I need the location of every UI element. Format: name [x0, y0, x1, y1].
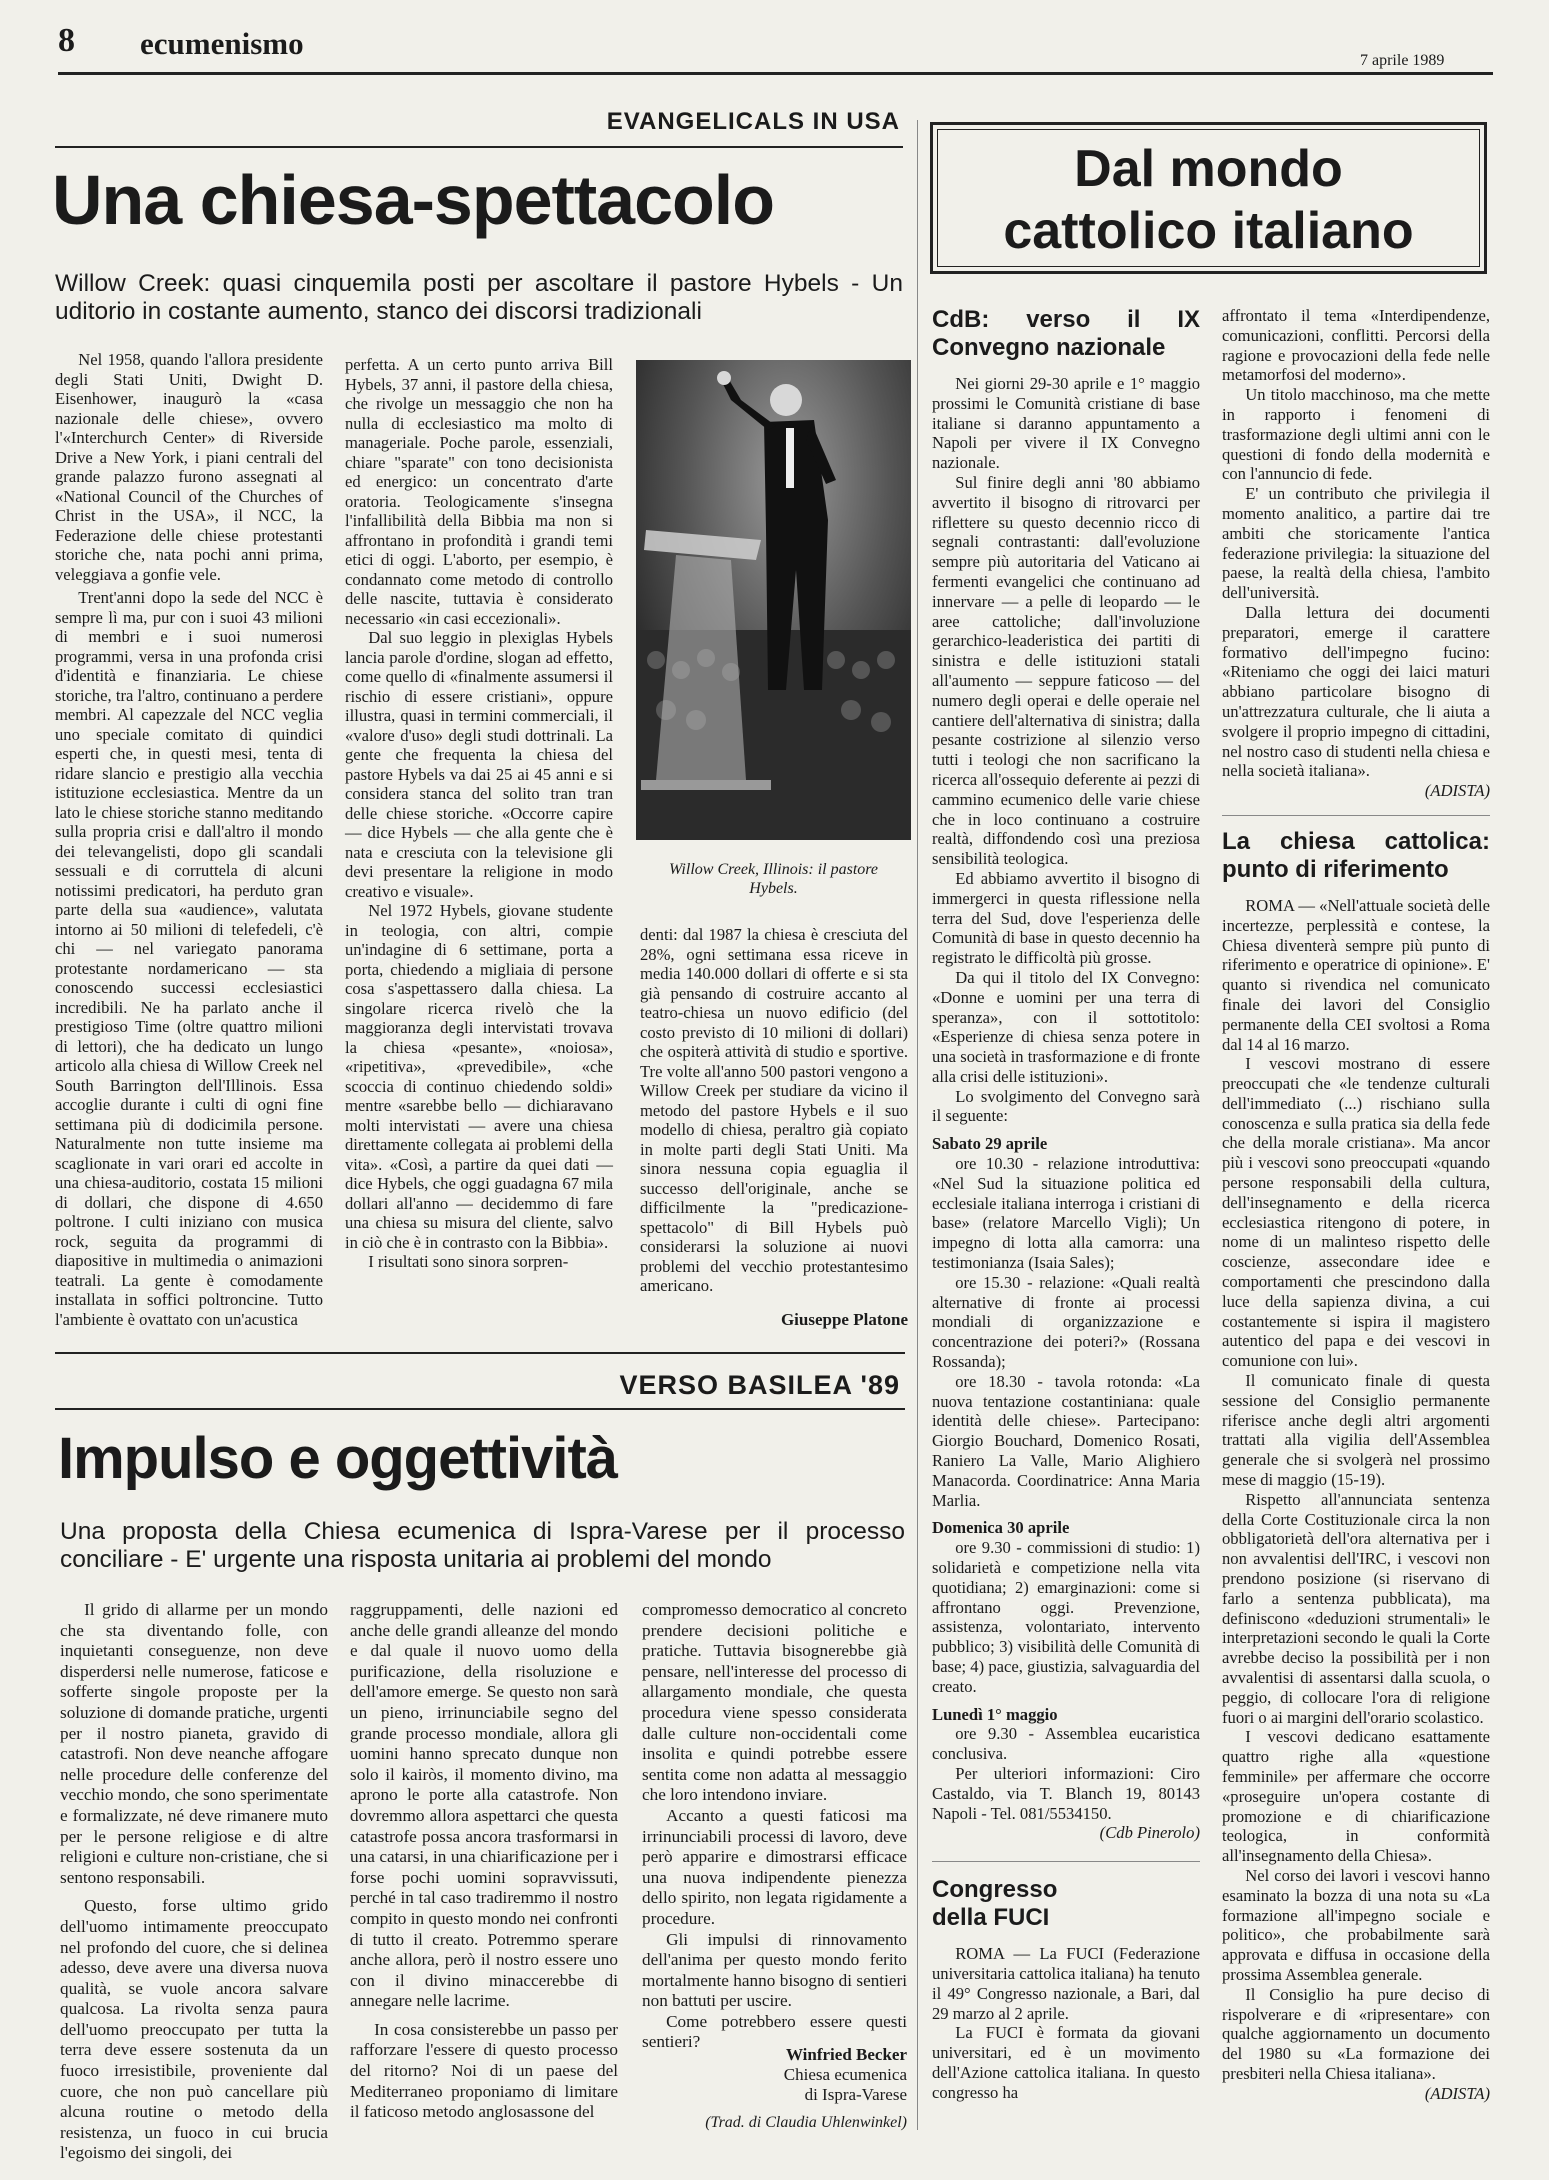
lunedi-label: Lunedì 1° maggio: [932, 1704, 1058, 1724]
paragraph: ore 10.30 - relazione introduttiva: «Nel Sud la situazione politica ed ecclesiale italiana interroga i cristiani di base» (relatore Marcello Vigli); Un impegno di lotta alla camorra: una testimonianza (Isaia Sales);: [932, 1154, 1200, 1273]
article2-title: Impulso e oggettività: [58, 1426, 618, 1491]
paragraph: Nel 1958, quando l'allora presidente degli Stati Uniti, Dwight D. Eisenhower, inaugurò la «casa nazionale delle chiese», ovvero l'«Interchurch Center» di Riverside Drive a New York, i piani centrali del grande palazzo furono assegnati al «National Council of the Churches of Christ in the USA», il NCC, la Federazione delle chiese protestanti storiche che, nata pochi anni prima, veleggiava a gonfie vele.: [55, 350, 323, 584]
paragraph: I risultati sono sinora sorpren-: [368, 1252, 569, 1271]
cdb-signature: (Cdb Pinerolo): [1099, 1823, 1200, 1843]
page-number: 8: [58, 22, 75, 59]
paragraph: Dalla lettura dei documenti preparatori, emerge il carattere formativo dell'impegno fucino: «Riteniamo che oggi dei laici maturi abbiano particolare bisogno di un'attrezzatura culturale, che li aiuta a svolgere il proprio impegno di cittadini, nel nostro caso di studenti nella chiesa e nella società italiana».: [1222, 602, 1490, 781]
article-divider: [55, 1352, 905, 1354]
article1-signature: Giuseppe Platone: [780, 1310, 908, 1329]
cdb-title: CdB: verso il IX Convegno nazionale: [932, 306, 1200, 361]
photo-illustration: [636, 360, 911, 840]
sidebar-right-column: [1222, 306, 1490, 2104]
paragraph: Nel 1972 Hybels, giovane studente in teologia, con altri, compie un'indagine di 6 settimane, porta a porta, chiedendo a migliaia di persone cosa s'aspettassero dalla chiesa. La singolare ricerca rivelò che la maggioranza degli intervistati trovava la chiesa «pesante», «noiosa», «ripetitiva», «prevedibile», «che scoccia di continuo chiedendo soldi» mentre «sarebbe bello — dichiaravano molti intervistati — avere una chiesa direttamente collegata ai problemi della vita». «Così, a partire da quei dati — dice Hybels, che oggi guadagna 67 mila dollari all'anno — decidemmo di fare una chiesa su misura del cliente, salvo in ciò che è in contrasto con la Bibbia».: [345, 901, 613, 1252]
paragraph: Nel corso dei lavori i vescovi hanno esaminato la bozza di una nota su «La formazione all'impegno sociale e politico», che probabilmente sarà approvata e diffusa in occasione della prossima Assemblea generale.: [1222, 1865, 1490, 1984]
fuci-rule: [932, 1861, 1200, 1862]
article1-column-1: [55, 350, 323, 1329]
article1-kicker: EVANGELICALS IN USA: [606, 108, 900, 135]
issue-date: 7 aprile 1989: [1360, 52, 1445, 69]
paragraph: ROMA — La FUCI (Federazione universitaria cattolica italiana) ha tenuto il 49° Congresso nazionale, a Bari, dal 29 marzo al 2 aprile.: [932, 1944, 1200, 2023]
paragraph: raggruppamenti, delle nazioni ed anche delle grandi alleanze del mondo e dal quale il nuovo uomo della purificazione, della risoluzione e dell'amore emerge. Se questo non sarà un pieno, irrinunciabile segno del grande processo mondiale, allora gli uomini hanno sprecato dunque non solo il kairòs, il momento divino, ma aprono le porte alla catastrofe. Non dovremmo allora aspettarci che questa catastrofe possa ancora trasformarsi in una catarsi, in una chiarificazione per i forse pochi uomini sopravvissuti, perché in tal caso tradiremmo il nostro compito in questo mondo nei confronti di tutto il creato. Potremmo sperare anche allora, però il nostro essere uno con il divino minaccerebbe di annegare nelle lacrime.: [350, 1600, 618, 2011]
sidebar-divider: [917, 120, 918, 2130]
article2-subtitle: Una proposta della Chiesa ecumenica di Ispra-Varese per il processo conciliare - E' urgente una risposta unitaria ai problemi del mondo: [60, 1518, 905, 1573]
paragraph: Rispetto all'annunciata sentenza della Corte Costituzionale circa la non obbligatorietà dell'ora alternativa per i non avvalentisi dell'IRC, i vescovi non prendono posizione (si riservano di farlo a sentenza pubblicata), ma definiscono «deduzioni strumentali» le interpretazioni secondo le quali la Corte avrebbe deciso la possibilità per i non avvalentisi di assentarsi dalla scuola, o peggio, di collocare l'ora di religione fuori o ai margini dell'orario scolastico.: [1222, 1489, 1490, 1727]
header-rule: [58, 72, 1493, 75]
paragraph: ore 15.30 - relazione: «Quali realtà alternative di fronte ai processi mondiali di organizzazione e concentrazione dei poteri?» (Rossana Rossanda);: [932, 1272, 1200, 1372]
paragraph: ore 18.30 - tavola rotonda: «La nuova tentazione costantiniana: quale identità delle chiese». Partecipano: Giorgio Bouchard, Domenico Rosati, Raniero La Valle, Mario Alighiero Manacorda. Coordinatrice: Anna Maria Marlia.: [932, 1371, 1200, 1510]
sidebar-title-line1: Dal mondo: [1074, 140, 1343, 198]
paragraph: Il grido di allarme per un mondo che sta diventando folle, con inquietanti conseguenze, non deve disperdersi nelle numerose, faticose e sofferte singole proposte per la soluzione di domande pratiche, urgenti per il nostro pianeta, gravido di catastrofi. Non deve neanche affogare nelle procedure delle conferenze del vecchio mondo, che sono sperimentate e formalizzate, né deve rimanere muto per le persone religiose e di altre religioni e culture non-cristiane, che si sentono responsabili.: [60, 1600, 328, 1887]
sidebar-cdb-column: [932, 306, 1200, 2103]
paragraph: Dal suo leggio in plexiglas Hybels lancia parole d'ordine, slogan ad effetto, come quello di «finalmente assumersi il rischio di essere cristiani», oppure illustra, quasi in termini commerciali, il «valore d'uso» degli studi dottrinali. La gente che frequenta la chiesa del pastore Hybels va dai 25 ai 45 anni e si considera stanca del solito tran tran delle chiese storiche. «Occorre capire — dice Hybels — che alla gente che è nata e cresciuta con la televisione gli devi presentare la religione in modo creativo e visuale».: [345, 628, 613, 901]
fuci-title-line1: Congresso: [932, 1876, 1058, 1904]
article2-translation: (Trad. di Claudia Uhlenwinkel): [705, 2114, 907, 2131]
article2-column-3: [642, 1600, 907, 2053]
paragraph: perfetta. A un certo punto arriva Bill Hybels, 37 anni, il pastore della chiesa, che rivolge un messaggio che non ha nulla di ecclesiastico ma molto di manageriale. Poche parole, essenziali, chiare "sparate" con tono decisionista ed energico: un concentrato d'arte oratoria. Teologicamente s'insegna l'infallibilità della Bibbia ma non si affrontano in profondità i grandi temi etici di oggi. L'aborto, per esempio, è condannato come metodo di controllo delle nascite, tuttavia è considerato necessario «in casi eccezionali».: [345, 355, 613, 628]
paragraph: Un titolo macchinoso, ma che mette in rapporto i fenomeni di trasformazione degli ultimi anni con le questioni di fondo della modernità e con l'annuncio di fede.: [1222, 385, 1490, 484]
paragraph: Da qui il titolo del IX Convegno: «Donne e uomini per una terra di speranza», con il sottotitolo: «Esperienze di chiesa senza potere in una società in trasformazione e di fronte alla crisi delle istituzioni».: [932, 967, 1200, 1086]
paragraph: Per ulteriori informazioni: Ciro Castaldo, via T. Blanch 19, 80143 Napoli - Tel. 081/5534150.: [932, 1763, 1200, 1823]
sidebar-title-line2: cattolico italiano: [1003, 202, 1414, 260]
domenica-label: Domenica 30 aprile: [932, 1518, 1070, 1538]
paragraph: Trent'anni dopo la sede del NCC è sempre lì ma, pur con i suoi 43 milioni di membri e i suoi numerosi programmi, versa in una profonda crisi d'identità e finanziaria. Le chiese storiche, tra l'altro, continuano a perdere membri. Al capezzale del NCC veglia uno speciale comitato di quindici esperti che, in questi mesi, tenta di ridare slancio e prestigio alla vecchia istituzione ecclesiastica. Mentre da un lato le chiese storiche stanno meditando sulla propria crisi e dall'altro il mondo dei televangelisti, dopo gli scandali sessuali e di corruttela di alcuni notissimi predicatori, ha perduto gran parte della sua «audience», valutata intorno ai 50 milioni di telefedeli, c'è chi — nel variegato panorama protestante nordamericano — sta conoscendo successi ecclesiastici incredibili. Ne ha parlato anche il prestigioso Time (oltre quattro milioni di lettori), che ha dedicato un lungo articolo alla chiesa di Willow Creek nel South Barrington dell'Illinois. Essa accoglie durante i culti di ogni fine settimana più di dodicimila persone. Naturalmente non tutte insieme ma scaglionate in vari orari ed accolte in una chiesa-auditorio, costata 15 milioni di dollari, che dispone di 4.650 poltrone. I culti iniziano con musica rock, seguita da programmi di diapositive in multimedia o animazioni teatrali. La gente è comodamente installata in soffici poltroncine. Tutto l'ambiente è ovattato con un'acustica: [55, 588, 323, 1329]
paragraph: Gli impulsi di rinnovamento dell'anima per questo mondo ferito mortalmente hanno bisogno di sentieri non battuti per uscire.: [642, 1929, 907, 2011]
article2-signature-org: Chiesa ecumenica: [783, 2065, 907, 2084]
article2-column-2: [350, 1600, 618, 2123]
sabato-label: Sabato 29 aprile: [932, 1134, 1048, 1154]
article1-column-2: [345, 355, 613, 1272]
paragraph: compromesso democratico al concreto prendere decisioni politiche e pratiche. Tuttavia bisognerebbe già pensare, nell'interesse del processo di allargamento mondiale, che questa procedura viene spesso considerata dalle culture non-occidentali come insolita e quindi potrebbe essere sentita come non adatta al messaggio che loro intendono inviare.: [642, 1600, 907, 1805]
paragraph: ROMA — «Nell'attuale società delle incertezze, perplessità e contese, la Chiesa diventerà sempre più punto di riferimento e operatrice di opinione». E' quanto si rivendica nel comunicato finale dei lavori del Consiglio permanente della CEI svoltosi a Roma dal 14 al 16 marzo.: [1222, 895, 1490, 1054]
paragraph: E' un contributo che privilegia il momento analitico, a partire dai tre ambiti che storicamente l'antica federazione privilegia: la situazione del paese, la realtà della chiesa, l'ambito dell'università.: [1222, 484, 1490, 603]
paragraph: ore 9.30 - Assemblea eucaristica conclusiva.: [932, 1724, 1200, 1764]
article1-kicker-rule: [55, 146, 903, 148]
paragraph: ore 9.30 - commissioni di studio: 1) solidarietà e competizione nella vita quotidiana; 2) emarginazioni: come si affrontano oggi. Prevenzione, assistenza, volontariato, intervento pubblico; 3) visibilità delle Comunità di base; 4) pace, giustizia, salvaguardia del creato.: [932, 1538, 1200, 1696]
fuci-title-line2: della FUCI: [932, 1904, 1050, 1932]
article1-column-3: [640, 925, 908, 1296]
paragraph: Il comunicato finale di questa sessione del Consiglio permanente riferisce anche degli altri argomenti trattati alla vigilia dell'Assemblea generale che si svolgerà nel prossimo mese di maggio (15-19).: [1222, 1371, 1490, 1490]
article2-kicker: VERSO BASILEA '89: [619, 1370, 900, 1400]
paragraph: Sul finire degli anni '80 abbiamo avvertito il bisogno di ritrovarci per riflettere su questo decennio ricco di segnali contrastanti: dall'evoluzione sempre più autoritaria del Vaticano ai fermenti evangelici che continuano ad innervare — a pelle di leopardo — le aree cattoliche; dall'involuzione gerarchico-leaderistica dei partiti di sinistra e delle istituzioni statali all'aumento — seppure faticoso — del numero degli operai e delle operaie nel cantiere dell'alternativa di sinistra; dalla pesante costrizione al silenzio verso tutti i teologi che non sacrificano la ricerca all'ossequio deferente ai pezzi di cammino ecumenico delle varie chiese che in loco continuano a costruire realtà, diffondendo così una preziosa sensibilità teologica.: [932, 472, 1200, 869]
article2-signature-block: [642, 2045, 907, 2133]
paragraph: denti: dal 1987 la chiesa è cresciuta del 28%, ogni settimana essa riceve in media 140.000 dollari di offerte e si sta già pensando di costruire accanto al teatro-chiesa un nuovo edificio (del costo previsto di 10 milioni di dollari) che ospiterà attività di studio e sportive. Tre volte all'anno 500 pastori vengono a Willow Creek per studiare da vicino il metodo del pastore Hybels e il suo modello di chiesa, peraltro già copiato in molte parti degli Stati Uniti. Ma sinora nessuna copia eguaglia il successo dell'originale, anche se difficilmente la "predicazione-spettacolo" di Bill Hybels può considerarsi la soluzione ai nuovi problemi del vecchio protestantesimo americano.: [640, 925, 908, 1295]
paragraph: Questo, forse ultimo grido dell'uomo intimamente preoccupato nel profondo del cuore, che si delinea adesso, deve avere una diversa nuova qualità, se vuole ancora salvare qualcosa. La rivolta senza paura dell'uomo preoccupato per tutta la terra deve essere sostenuta da un fuoco irresistibile, proveniente dal cuore, che non può cancellare più alcuna routine o metodo della resistenza, un fuoco in cui brucia l'egoismo dei singoli, dei: [60, 1896, 328, 2163]
photo-caption: Willow Creek, Illinois: il pastore Hybels.: [668, 861, 879, 897]
article1-title: Una chiesa-spettacolo: [52, 161, 774, 239]
paragraph: Ed abbiamo avvertito il bisogno di immergerci in questa riflessione nella terra del Sud, dove l'esperienza delle Comunità di base in questo decennio ha registrato le difficoltà più grosse.: [932, 868, 1200, 968]
paragraph: Nei giorni 29-30 aprile e 1° maggio prossimi le Comunità cristiane di base italiane si daranno appuntamento a Napoli per vivere il IX Convegno nazionale.: [932, 374, 1200, 473]
paragraph: affrontato il tema «Interdipendenze, comunicazioni, conflitti. Percorsi della ragione e provocazioni della fede nelle metamorfosi del moderno».: [1222, 306, 1490, 385]
article2-kicker-rule: [55, 1408, 905, 1410]
sidebar-title-box: [930, 122, 1487, 274]
article1-subtitle: Willow Creek: quasi cinquemila posti per ascoltare il pastore Hybels - Un uditorio in costante aumento, stanco dei discorsi tradizionali: [55, 270, 903, 325]
paragraph: I vescovi dedicano esattamente quattro righe alla «questione femminile» per affermare che occorre «proseguire un'opera costante di promozione e di chiarificazione teologica, in conformità all'insegnamento della Chiesa».: [1222, 1727, 1490, 1866]
article2-signature: Winfried Becker: [785, 2045, 907, 2064]
adista-signature: (ADISTA): [1424, 781, 1490, 801]
chiesa-signature: (ADISTA): [1424, 2083, 1490, 2103]
chiesa-title: La chiesa cattolica: punto di riferimento: [1222, 827, 1490, 883]
paragraph: Il Consiglio ha pure deciso di rispolverare e di «ripresentare» con qualche aggiornamento un documento del 1980 su «La formazione dei presbiteri nella Chiesa italiana».: [1222, 1984, 1490, 2083]
paragraph: La FUCI è formata da giovani universitari, ed è un movimento dell'Azione cattolica italiana. In questo congresso ha: [932, 2023, 1200, 2102]
paragraph: Lo svolgimento del Convegno sarà il seguente:: [932, 1086, 1200, 1126]
paragraph: In cosa consisterebbe un passo per rafforzare l'essere di questo processo del ritorno? Noi di un paese del Mediterraneo proponiamo di limitare il faticoso metodo anglosassone del: [350, 2019, 618, 2122]
photo-pastor-hybels: [636, 360, 911, 840]
article2-signature-org: di Ispra-Varese: [804, 2085, 907, 2104]
paragraph: Come potrebbero essere questi sentieri?: [642, 2011, 907, 2052]
article2-column-1: [60, 1600, 328, 2164]
paragraph: I vescovi mostrano di essere preoccupati che «le tendenze culturali dell'immediato (...) rischiano sulla conoscenza e sulla pratica sia della fede che della morale cristiana». Ma ancor più i vescovi sono preoccupati «quando persone responsabili della cultura, dell'insegnamento e della ricerca ecclesiastica ritengono di potere, in nome di un malinteso rispetto delle coscienze, assecondare idee e comportamenti che prescindono dalla luce della sapienza divina, a cui costantemente si ispira il magistero autentico del papa e dei vescovi in comunione con lui».: [1222, 1054, 1490, 1371]
chiesa-rule: [1222, 815, 1490, 816]
paragraph: Accanto a questi faticosi ma irrinunciabili processi di lavoro, deve però apparire e dimostrarsi efficace una nuova indipendente pienezza dello spirito, non legata rigidamente a procedure.: [642, 1805, 907, 1928]
section-title: ecumenismo: [140, 26, 304, 61]
